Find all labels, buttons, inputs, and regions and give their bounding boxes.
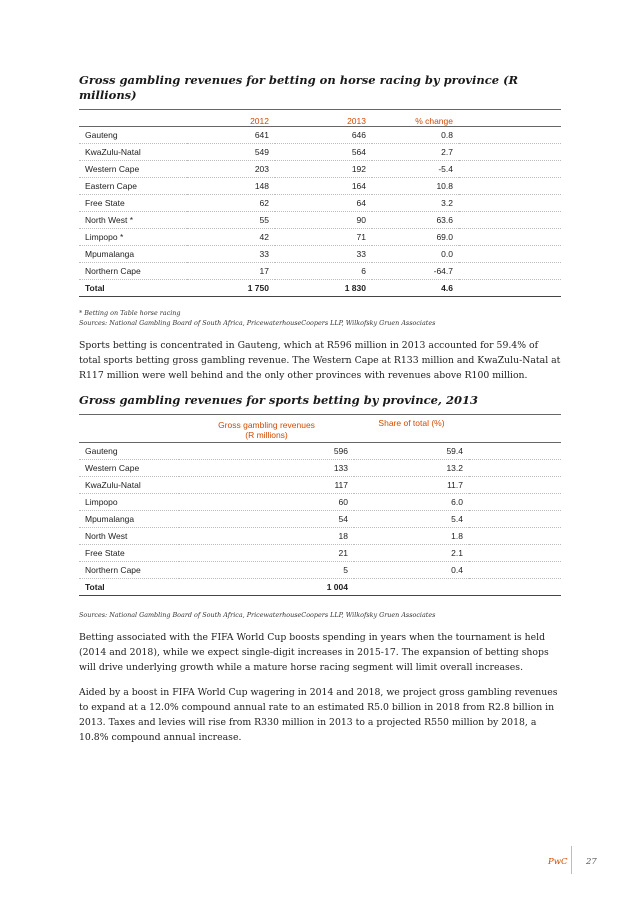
sports-total-label: Total [79, 579, 179, 596]
footer-brand: PwC [548, 857, 568, 867]
spacer-cell [459, 144, 561, 161]
share-cell: 13.2 [354, 460, 469, 477]
sports-header-blank [79, 415, 179, 443]
revenue-cell: 18 [179, 528, 354, 545]
paragraph-world-cup: Betting associated with the FIFA World Cup boosts spending in years when the tournament is held (2014 and 2018), while we expect single-digit increases in 2015-17. The expansion of betting shops will drive underlying growth while a mature horse racing segment will limit overall increases. [79, 632, 549, 673]
sports-table-row [79, 494, 561, 511]
change-cell: -64.7 [372, 263, 459, 280]
col-gross-revenues-line1: Gross gambling revenues [218, 420, 315, 430]
sports-table-row [79, 562, 561, 579]
value-2013-cell: 90 [275, 212, 372, 229]
value-2012-cell: 62 [187, 195, 275, 212]
share-cell: 1.8 [354, 528, 469, 545]
spacer-cell [459, 212, 561, 229]
horse-table-row [79, 229, 561, 246]
sports-table-row [79, 460, 561, 477]
change-cell: -5.4 [372, 161, 459, 178]
share-cell: 5.4 [354, 511, 469, 528]
horse-table-row [79, 127, 561, 144]
province-cell: North West * [79, 212, 187, 229]
spacer-cell [459, 178, 561, 195]
sports-table-row [79, 511, 561, 528]
province-cell: KwaZulu-Natal [79, 477, 179, 494]
province-cell: Gauteng [79, 127, 187, 144]
spacer-cell [469, 443, 561, 460]
footer-divider [571, 846, 572, 874]
sports-header-spacer [469, 415, 561, 443]
total-spacer [459, 280, 561, 297]
spacer-cell [459, 127, 561, 144]
value-2012-cell: 148 [187, 178, 275, 195]
sports-total-spacer [469, 579, 561, 596]
share-cell: 0.4 [354, 562, 469, 579]
col-gross-revenues [179, 415, 354, 443]
share-cell: 6.0 [354, 494, 469, 511]
spacer-cell [459, 263, 561, 280]
sports-table-body [79, 443, 561, 579]
province-cell: Western Cape [79, 460, 179, 477]
value-2013-cell: 71 [275, 229, 372, 246]
spacer-cell [459, 195, 561, 212]
horse-table-title: Gross gambling revenues for betting on horse racing by province (R millions) [79, 73, 519, 102]
value-2012-cell: 42 [187, 229, 275, 246]
change-cell: 63.6 [372, 212, 459, 229]
value-2013-cell: 164 [275, 178, 372, 195]
value-2012-cell: 203 [187, 161, 275, 178]
header-blank [79, 110, 187, 127]
revenue-cell: 133 [179, 460, 354, 477]
col-2013: 2013 [275, 110, 372, 127]
value-2013-cell: 646 [275, 127, 372, 144]
col-gross-revenues-line2: (R millions) [245, 430, 288, 440]
change-cell: 0.0 [372, 246, 459, 263]
page-number: 27 [586, 857, 597, 867]
page-content [79, 73, 561, 745]
horse-racing-table [79, 109, 561, 297]
horse-footnote: * Betting on Table horse racing [79, 309, 181, 317]
value-2013-cell: 64 [275, 195, 372, 212]
spacer-cell [459, 161, 561, 178]
value-2012-cell: 55 [187, 212, 275, 229]
province-cell: Northern Cape [79, 263, 187, 280]
value-2012-cell: 33 [187, 246, 275, 263]
total-2013: 1 830 [275, 280, 372, 297]
horse-table-row [79, 246, 561, 263]
value-2012-cell: 641 [187, 127, 275, 144]
value-2013-cell: 33 [275, 246, 372, 263]
province-cell: Mpumalanga [79, 246, 187, 263]
horse-total-row [79, 280, 561, 297]
province-cell: Gauteng [79, 443, 179, 460]
horse-table-body [79, 127, 561, 280]
share-cell: 2.1 [354, 545, 469, 562]
spacer-cell [469, 562, 561, 579]
total-2012: 1 750 [187, 280, 275, 297]
paragraph-projection: Aided by a boost in FIFA World Cup wagering in 2014 and 2018, we project gross gambling revenues to expand at a 12.0% compound annual rate to an estimated R5.0 billion in 2018 from R2.8 billion in 2013. Taxes and levies will rise from R330 million in 2013 to a projected R550 million by 2018, a 10.8% compound annual increase. [79, 687, 558, 743]
sports-betting-table [79, 414, 561, 596]
value-2012-cell: 549 [187, 144, 275, 161]
revenue-cell: 5 [179, 562, 354, 579]
spacer-cell [469, 528, 561, 545]
horse-table-row [79, 195, 561, 212]
change-cell: 0.8 [372, 127, 459, 144]
total-label: Total [79, 280, 187, 297]
spacer-cell [459, 229, 561, 246]
spacer-cell [469, 460, 561, 477]
sports-sources: Sources: National Gambling Board of South Africa, PricewaterhouseCoopers LLP, Wilkofsky Gruen Associates [79, 611, 436, 619]
province-cell: Western Cape [79, 161, 187, 178]
province-cell: Northern Cape [79, 562, 179, 579]
sports-table-row [79, 477, 561, 494]
province-cell: North West [79, 528, 179, 545]
province-cell: Free State [79, 195, 187, 212]
spacer-cell [469, 511, 561, 528]
revenue-cell: 117 [179, 477, 354, 494]
province-cell: Limpopo [79, 494, 179, 511]
change-cell: 3.2 [372, 195, 459, 212]
sports-table-row [79, 528, 561, 545]
horse-table-row [79, 263, 561, 280]
value-2013-cell: 564 [275, 144, 372, 161]
col-share-total: Share of total (%) [354, 415, 469, 443]
province-cell: Eastern Cape [79, 178, 187, 195]
revenue-cell: 54 [179, 511, 354, 528]
sports-total-rev: 1 004 [179, 579, 354, 596]
province-cell: KwaZulu-Natal [79, 144, 187, 161]
horse-table-row [79, 161, 561, 178]
sports-table-row [79, 443, 561, 460]
share-cell: 11.7 [354, 477, 469, 494]
spacer-cell [459, 246, 561, 263]
total-change: 4.6 [372, 280, 459, 297]
revenue-cell: 596 [179, 443, 354, 460]
sports-total-row [79, 579, 561, 596]
change-cell: 10.8 [372, 178, 459, 195]
province-cell: Free State [79, 545, 179, 562]
horse-table-row [79, 212, 561, 229]
horse-table-row [79, 178, 561, 195]
revenue-cell: 60 [179, 494, 354, 511]
spacer-cell [469, 494, 561, 511]
spacer-cell [469, 545, 561, 562]
change-cell: 2.7 [372, 144, 459, 161]
sports-total-share [354, 579, 469, 596]
change-cell: 69.0 [372, 229, 459, 246]
value-2013-cell: 6 [275, 263, 372, 280]
province-cell: Limpopo * [79, 229, 187, 246]
revenue-cell: 21 [179, 545, 354, 562]
sports-table-title: Gross gambling revenues for sports betting by province, 2013 [79, 393, 478, 407]
horse-table-row [79, 144, 561, 161]
horse-sources: Sources: National Gambling Board of South Africa, PricewaterhouseCoopers LLP, Wilkofsky Gruen Associates [79, 319, 436, 327]
share-cell: 59.4 [354, 443, 469, 460]
col-pct-change: % change [372, 110, 459, 127]
value-2013-cell: 192 [275, 161, 372, 178]
col-2012: 2012 [187, 110, 275, 127]
header-spacer [459, 110, 561, 127]
spacer-cell [469, 477, 561, 494]
sports-table-row [79, 545, 561, 562]
value-2012-cell: 17 [187, 263, 275, 280]
paragraph-sports-betting: Sports betting is concentrated in Gauteng, which at R596 million in 2013 accounted for 59.4% of total sports betting gross gambling revenue. The Western Cape at R133 million and KwaZulu-Natal at R117 million were well behind and the only other provinces with revenues above R100 million. [79, 340, 561, 381]
province-cell: Mpumalanga [79, 511, 179, 528]
